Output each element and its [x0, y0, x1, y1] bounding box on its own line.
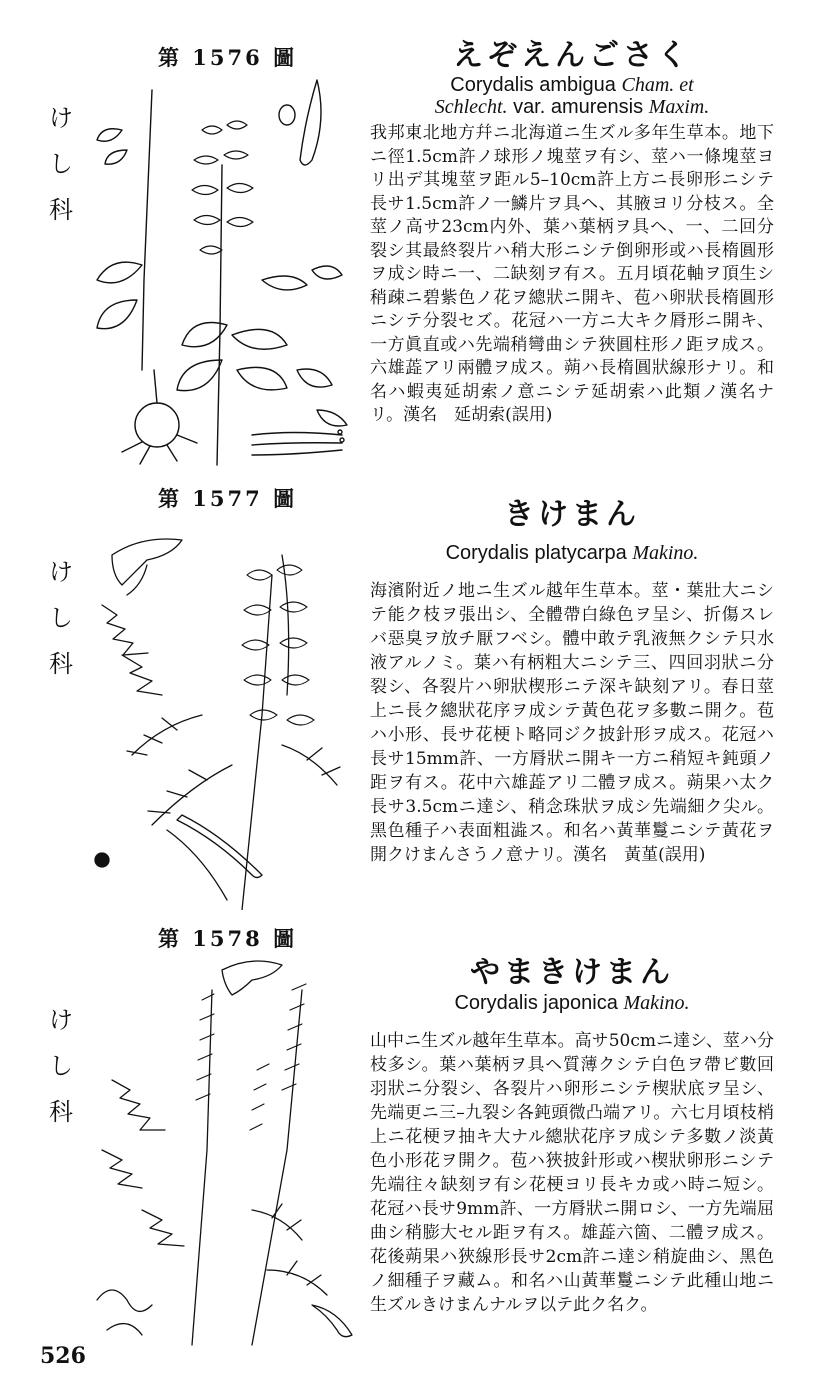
scientific-name: Corydalis japonica Makino.	[454, 992, 690, 1014]
entry-text	[370, 38, 774, 428]
family-char: 科	[49, 196, 73, 224]
family-char: け	[49, 558, 73, 586]
scientific-name-cont: Schlecht. var. amurensis Maxim.	[434, 96, 710, 118]
figure-number: 第 1576 圖	[158, 45, 298, 70]
japanese-name: きけまん	[504, 497, 640, 532]
family-char: 科	[49, 1098, 73, 1126]
entry-text	[370, 497, 774, 867]
scientific-name: Corydalis platycarpa Makino.	[445, 542, 699, 564]
botanical-illustration	[82, 70, 357, 470]
family-char: 科	[49, 650, 73, 678]
family-char: し	[49, 1052, 73, 1080]
entry-ezoengosaku	[0, 0, 840, 475]
description: 我邦東北地方幷ニ北海道ニ生ズル多年生草本。地下ニ徑1.5cm許ノ球形ノ塊莖ヲ有シ、莖ハ一條塊莖ヨリ出デ其塊莖ヲ距ル5–10cm許上方ニ長卵形ニシテ長サ1.5cm許ノ一鱗片ヲ具ヘ、其腋ヨリ分枝ス。全莖ノ高サ23cm内外、葉ハ葉柄ヲ具ヘ、一、二回分裂シ其最終裂片ハ稍大形ニシテ倒卵形或ハ長楕圓形ヲ成シ時ニ一、二缺刻ヲ有ス。五月頃花軸ヲ頂生シ稍疎ニ碧紫色ノ花ヲ總狀ニ開キ、苞ハ卵狀長楕圓形ニシテ分裂セズ。花冠ハ一方ニ大キク脣形ニ開キ、一方眞直或ハ先端稍彎曲シテ狹圓柱形ノ距ヲ成ス。六雄蕋アリ兩體ヲ成ス。蒴ハ長楕圓狀線形ナリ。和名ハ蝦夷延胡索ノ意ニシテ延胡索ハ此類ノ漢名ナリ。漢名 延胡索(誤用)	[370, 123, 774, 425]
japanese-name: やまきけまん	[470, 955, 674, 990]
family-char: し	[49, 150, 73, 178]
page-number: 526	[40, 1343, 86, 1369]
family-char: し	[49, 604, 73, 632]
scientific-name: Corydalis ambigua Cham. et	[450, 74, 694, 96]
figure-number: 第 1578 圖	[158, 926, 298, 951]
entry-kikeman	[0, 475, 840, 915]
description: 海濱附近ノ地ニ生ズル越年生草本。莖・葉壯大ニシテ能ク枝ヲ張出シ、全體帶白綠色ヲ呈シ、折傷スレバ惡臭ヲ放チ厭フベシ。體中敢テ乳液無クシテ只水液アルノミ。葉ハ有柄粗大ニシテ三、四回羽狀ニ分裂シ、各裂片ハ卵狀楔形ニテ深キ缺刻アリ。春日莖上ニ長ク總狀花序ヲ成シテ黃色花ヲ多數ニ開ク。苞ハ小形、長サ花梗ト略同ジク披針形ヲ成ス。花冠ハ長サ15mm許、一方脣狀ニ開キ一方ニ稍短キ鈍頭ノ距ヲ有ス。花中六雄蕋アリ二體ヲ成ス。蒴果ハ太ク長サ3.5cmニ達シ、稍念珠狀ヲ成シ先端細ク尖ル。黑色種子ハ表面粗澁ス。和名ハ黃華鬘ニシテ黃花ヲ開クけまんさうノ意ナリ。漢名 黃堇(誤用)	[370, 581, 774, 865]
botanical-illustration	[82, 515, 357, 910]
family-char: け	[49, 1006, 73, 1034]
family-label	[48, 997, 74, 1135]
family-label	[48, 95, 74, 233]
japanese-name: えぞえんごさく	[453, 38, 691, 73]
family-char: け	[49, 104, 73, 132]
figure-number: 第 1577 圖	[158, 486, 298, 511]
entry-yamakikeman	[0, 915, 840, 1355]
description: 山中ニ生ズル越年生草本。高サ50cmニ達シ、莖ハ分枝多シ。葉ハ葉柄ヲ具ヘ質薄クシテ白色ヲ帶ビ數回羽狀ニ分裂シ、各裂片ハ卵形ニシテ楔狀底ヲ呈シ、先端更ニ三–九裂シ各鈍頭微凸端アリ。六七月頃枝梢上ニ花梗ヲ抽キ大ナル總狀花序ヲ成シテ多數ノ淡黃色小形花ヲ開ク。苞ハ狹披針形或ハ楔狀卵形ニシテ先端往々缺刻ヲ有シ花梗ヨリ長キカ或ハ時ニ短シ。花冠ハ長サ9mm許、一方脣狀ニ開ロシ、一方先端屈曲シ稍膨大セル距ヲ有ス。雄蕋六箇、二體ヲ成ス。花後蒴果ハ狹線形長サ2cm許ニ達シ稍旋曲シ、黑色ノ細種子ヲ藏ム。和名ハ山黃華鬘ニシテ此種山地ニ生ズルきけまんナルヲ以テ此ク名ク。	[370, 1031, 774, 1315]
botanical-illustration	[82, 950, 357, 1350]
entry-text	[370, 955, 774, 1317]
family-label	[48, 549, 74, 687]
